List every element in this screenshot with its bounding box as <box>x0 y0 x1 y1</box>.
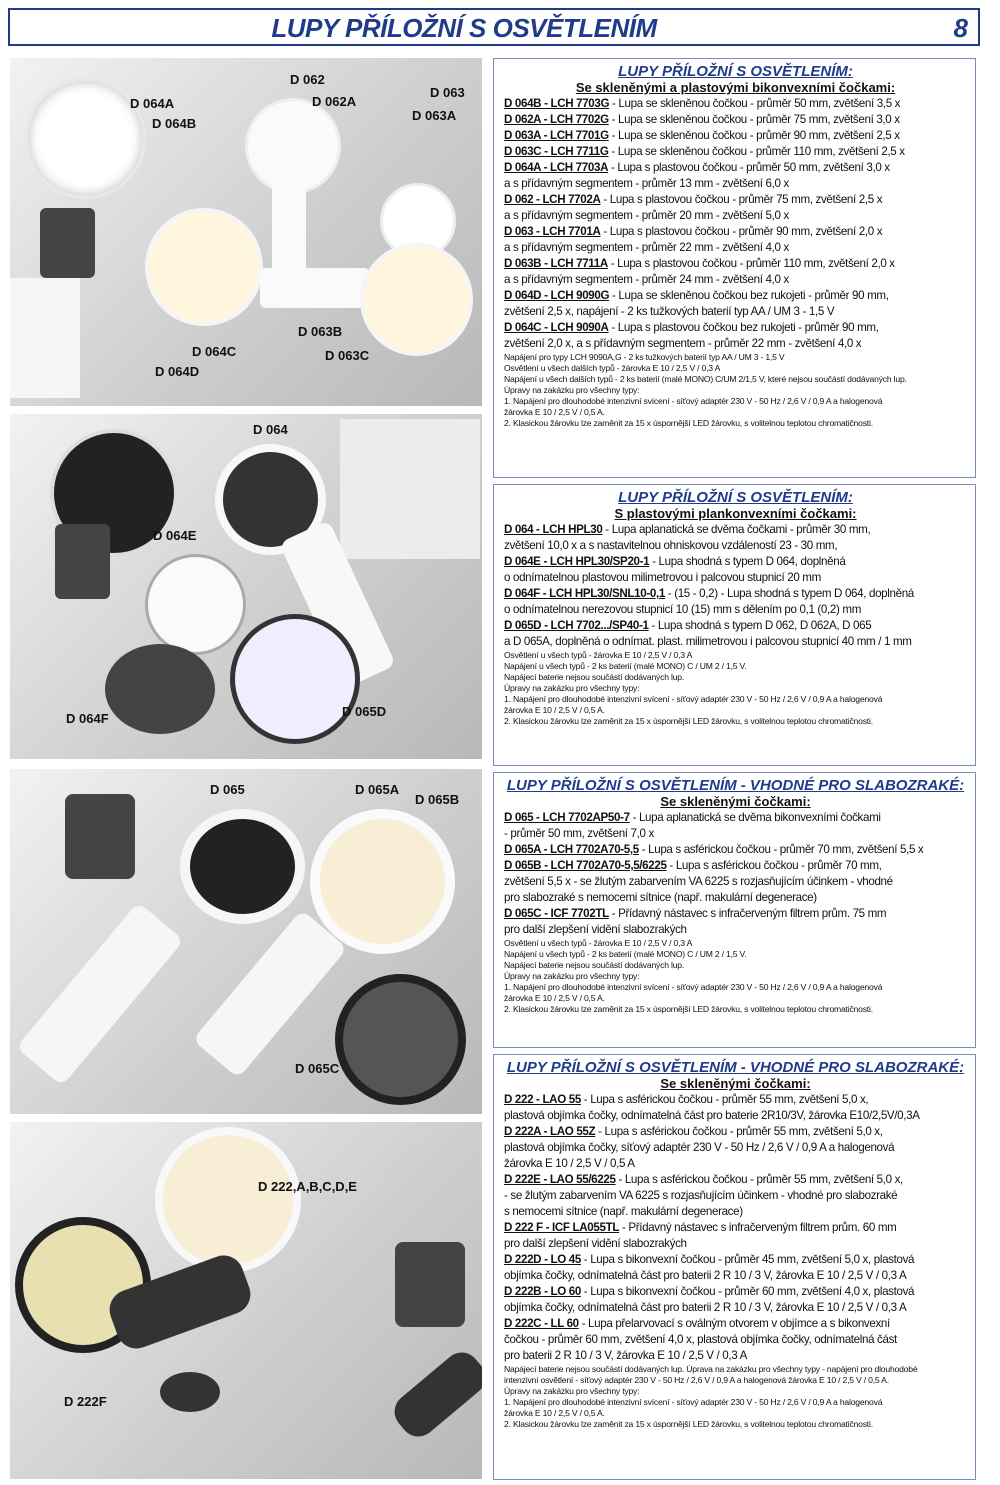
spec-line <box>504 890 967 906</box>
spec-note: Napájecí baterie nejsou součástí dodávaných lup. <box>504 672 685 682</box>
spec-panel-content <box>504 489 967 727</box>
spec-note: intenzivní osvětlení - síťový adaptér 230 V - 50 Hz / 2,6 V / 0,9 A a halogenová žárovka E 10 / 2,5 V / 0,5 A. <box>504 1375 889 1385</box>
spec-text: - se žlutým zabarvením VA 6225 s rozjasňujícím účinkem - vhodné pro slabozraké <box>504 1189 898 1202</box>
spec-line <box>504 192 967 208</box>
spec-line <box>504 1204 967 1220</box>
spec-note: Osvětlení u všech typů - žárovka E 10 / 2,5 V / 0,3 A <box>504 650 693 660</box>
spec-text: - (15 - 0,2) - Lupa shodná s typem D 064, doplněná <box>664 587 914 600</box>
spec-line <box>504 618 967 634</box>
spec-note: 2. Klasickou žárovku lze zaměnit za 15 x úspornější LED žárovku, s volitelnou teplotou chromatičnosti. <box>504 1419 873 1429</box>
spec-text: - Lupa s asférickou čočkou - průměr 55 mm, zvětšení 5,0 x, <box>595 1125 883 1138</box>
magnifier-lens <box>25 78 146 199</box>
spec-note: žárovka E 10 / 2,5 V / 0,5 A. <box>504 1408 605 1418</box>
spec-line <box>504 1172 967 1188</box>
magnifier-handle <box>260 268 370 308</box>
spec-text: - Lupa s plastovou čočkou bez rukojeti - průměr 90 mm, <box>608 321 879 334</box>
product-label: D 065A <box>355 782 400 797</box>
section-subtitle: S plastovými plankonvexními čočkami: <box>614 506 857 521</box>
spec-note: 1. Napájení pro dlouhodobé intenzivní svícení - síťový adaptér 230 V - 50 Hz / 2,6 V / 0,9 A a halogenová <box>504 1397 883 1407</box>
spec-line <box>504 160 967 176</box>
page-header <box>8 8 980 46</box>
product-code: D 063B - LCH 7711A <box>504 257 608 270</box>
product-code: D 064D - LCH 9090G <box>504 289 610 302</box>
spec-note: Napájení u všech dalších typů - 2 ks baterií (malé MONO) C/UM 2/1,5 V, které nejsou součástí dodávaných lup. <box>504 374 907 384</box>
spec-line <box>504 1220 967 1236</box>
spec-text: - Přídavný nástavec s infračerveným filtrem prům. 75 mm <box>608 907 887 920</box>
spec-note: Úpravy na zakázku pro všechny typy: <box>504 385 640 395</box>
spec-line <box>504 288 967 304</box>
spec-line <box>504 1300 967 1316</box>
spec-text: a s přídavným segmentem - průměr 13 mm - zvětšení 6,0 x <box>504 177 789 190</box>
spec-text: pro další zlepšení vidění slabozrakých <box>504 923 687 936</box>
spec-line <box>504 1268 967 1284</box>
spec-text: - Lupa s asférickou čočkou - průměr 55 mm, zvětšení 5,0 x, <box>580 1093 869 1106</box>
spec-line <box>504 1284 967 1300</box>
magnifier-lens <box>180 809 305 924</box>
section-title: LUPY PŘÍLOŽNÍ S OSVĚTLENÍM - VHODNÉ PRO SLABOZRAKÉ: <box>506 1059 965 1076</box>
spec-text: - Lupa přelarvovací s oválným otvorem v objímce a s bikonvexní <box>578 1317 890 1330</box>
spec-note: 1. Napájení pro dlouhodobé intenzivní svícení - síťový adaptér 230 V - 50 Hz / 2,6 V / 0,9 A a halogenová <box>504 396 883 406</box>
spec-text: - Lupa shodná s typem D 064, doplněná <box>649 555 846 568</box>
product-label: D 064B <box>152 116 197 131</box>
spec-text: - Lupa s asférickou čočkou - průměr 55 mm, zvětšení 5,0 x, <box>615 1173 903 1186</box>
product-code: D 222E - LAO 55/6225 <box>504 1173 616 1186</box>
spec-text: pro slabozraké s nemocemi sítnice (např. makulární degenerace) <box>504 891 817 904</box>
spec-panel-content <box>504 777 967 1015</box>
product-code: D 065 - LCH 7702AP50-7 <box>504 811 630 824</box>
spec-note: 2. Klasickou žárovku lze zaměnit za 15 x úspornější LED žárovku, s volitelnou teplotou chromatičnosti. <box>504 418 873 428</box>
section-title: LUPY PŘÍLOŽNÍ S OSVĚTLENÍM: <box>618 489 853 506</box>
spec-panel-3 <box>493 772 976 1048</box>
spec-line <box>504 602 967 618</box>
section-subtitle: Se skleněnými čočkami: <box>660 794 811 809</box>
spec-panel-1 <box>493 58 976 478</box>
product-code: D 065D - LCH 7702.../SP40-1 <box>504 619 649 632</box>
spec-line <box>504 1348 967 1364</box>
product-label: D 063A <box>412 108 457 123</box>
spec-line <box>504 1252 967 1268</box>
magnifier-lens <box>310 809 455 954</box>
spec-panel-4 <box>493 1054 976 1480</box>
spec-text: - Lupa s plastovou čočkou - průměr 75 mm, zvětšení 2,5 x <box>600 193 883 206</box>
spec-text: a s přídavným segmentem - průměr 24 mm - zvětšení 4,0 x <box>504 273 789 286</box>
spec-text: žárovka E 10 / 2,5 V / 0,5 A <box>504 1157 635 1170</box>
spec-text: - Lupa se skleněnou čočkou - průměr 75 mm, zvětšení 3,0 x <box>608 113 900 126</box>
spec-text: zvětšení 5,5 x - se žlutým zabarvením VA 6225 s rozjasňujícím účinkem - vhodné <box>504 875 893 888</box>
spec-line <box>504 1140 967 1156</box>
spec-note: žárovka E 10 / 2,5 V / 0,5 A. <box>504 407 605 417</box>
spec-note: žárovka E 10 / 2,5 V / 0,5 A. <box>504 705 605 715</box>
spec-line <box>504 906 967 922</box>
product-label: D 062A <box>312 94 357 109</box>
spec-text: pro další zlepšení vidění slabozrakých <box>504 1237 687 1250</box>
product-label: D 064D <box>155 364 200 379</box>
scale-disc <box>145 554 246 655</box>
page-number: 8 <box>953 13 968 43</box>
spec-line <box>504 1188 967 1204</box>
spec-line <box>504 842 967 858</box>
spec-text: a s přídavným segmentem - průměr 20 mm - zvětšení 5,0 x <box>504 209 789 222</box>
product-label: D 064E <box>153 528 197 543</box>
spec-line <box>504 240 967 256</box>
section-subtitle: Se skleněnými a plastovými bikonvexními čočkami: <box>575 80 896 95</box>
spec-text: - Lupa s plastovou čočkou - průměr 110 mm, zvětšení 2,0 x <box>607 257 895 270</box>
spec-note: Napájení u všech typů - 2 ks baterií (malé MONO) C / UM 2 / 1,5 V. <box>504 661 747 671</box>
spec-line <box>504 874 967 890</box>
product-label: D 064F <box>66 711 109 726</box>
spec-note: Úpravy na zakázku pro všechny typy: <box>504 683 640 693</box>
power-adapter <box>395 1242 465 1327</box>
spec-note: Napájecí baterie nejsou součástí dodávaných lup. Úprava na zakázku pro všechny typy - napájení pro dlouhodobé <box>504 1364 918 1374</box>
spec-line <box>504 570 967 586</box>
spec-note: Napájení u všech typů - 2 ks baterií (malé MONO) C / UM 2 / 1,5 V. <box>504 949 747 959</box>
product-code: D 065B - LCH 7702A70-5,5/6225 <box>504 859 667 872</box>
spec-text: a D 065A, doplněná o odnímat. plast. milimetrovou i palcovou stupnicí 40 mm / 1 mm <box>504 635 912 648</box>
product-label: D 063C <box>325 348 370 363</box>
spec-line <box>504 634 967 650</box>
product-photo-4 <box>10 1122 482 1479</box>
magnifier-handle <box>387 1345 482 1444</box>
spec-line <box>504 810 967 826</box>
product-code: D 065C - ICF 7702TL <box>504 907 609 920</box>
product-label: D 062 <box>290 72 325 87</box>
spec-line <box>504 522 967 538</box>
product-label: D 065 <box>210 782 245 797</box>
product-code: D 222C - LL 60 <box>504 1317 579 1330</box>
measuring-scale-disc <box>230 614 360 744</box>
product-code: D 064E - LCH HPL30/SP20-1 <box>504 555 650 568</box>
spec-text: čočkou - průměr 60 mm, zvětšení 4,0 x, plastová objímka čočky, odnímatelná část <box>504 1333 897 1346</box>
spec-line <box>504 176 967 192</box>
spec-line <box>504 224 967 240</box>
spec-line <box>504 1236 967 1252</box>
spec-line <box>504 96 967 112</box>
product-label: D 222F <box>64 1394 107 1409</box>
product-code: D 064B - LCH 7703G <box>504 97 610 110</box>
spec-text: s nemocemi sítnice (např. makulární degenerace) <box>504 1205 743 1218</box>
spec-note: Úpravy na zakázku pro všechny typy: <box>504 971 640 981</box>
spec-text: - průměr 50 mm, zvětšení 7,0 x <box>504 827 654 840</box>
spec-note: Osvětlení u všech dalších typů - žárovka E 10 / 2,5 V / 0,3 A <box>504 363 721 373</box>
product-label: D 065D <box>342 704 387 719</box>
spec-line <box>504 1108 967 1124</box>
spec-text: - Lupa s bikonvexní čočkou - průměr 60 mm, zvětšení 4,0 x, plastová <box>580 1285 915 1298</box>
spec-note: Osvětlení u všech typů - žárovka E 10 / 2,5 V / 0,3 A <box>504 938 693 948</box>
page-title: LUPY PŘÍLOŽNÍ S OSVĚTLENÍM <box>271 13 657 43</box>
spec-text: zvětšení 2,0 x, a s přídavným segmentem - průměr 22 mm - zvětšení 4,0 x <box>504 337 862 350</box>
product-code: D 222A - LAO 55Z <box>504 1125 596 1138</box>
product-code: D 063A - LCH 7701G <box>504 129 609 142</box>
spec-line <box>504 538 967 554</box>
spec-line <box>504 128 967 144</box>
product-label: D 065C <box>295 1061 340 1076</box>
product-code: D 063 - LCH 7701A <box>504 225 601 238</box>
power-adapter <box>65 794 135 879</box>
spec-text: - Lupa se skleněnou čočkou - průměr 90 mm, zvětšení 2,5 x <box>608 129 900 142</box>
product-code: D 222 F - ICF LA055TL <box>504 1221 620 1234</box>
product-code: D 064 - LCH HPL30 <box>504 523 603 536</box>
spec-text: zvětšení 10,0 x a s nastavitelnou ohniskovou vzdáleností 23 - 30 mm, <box>504 539 838 552</box>
magnifier-lens <box>145 208 263 326</box>
section-title: LUPY PŘÍLOŽNÍ S OSVĚTLENÍM - VHODNÉ PRO SLABOZRAKÉ: <box>506 777 965 794</box>
spec-text: - Lupa se skleněnou čočkou - průměr 50 mm, zvětšení 3,5 x <box>609 97 901 110</box>
spec-line <box>504 144 967 160</box>
spec-text: objímka čočky, odnímatelná část pro baterii 2 R 10 / 3 V, žárovka E 10 / 2,5 V / 0,3 A <box>504 1269 907 1282</box>
product-code: D 062 - LCH 7702A <box>504 193 601 206</box>
spec-panel-content <box>504 1059 967 1430</box>
power-adapter <box>55 524 110 599</box>
spec-note: 2. Klasickou žárovku lze zaměnit za 15 x úspornější LED žárovku, s volitelnou teplotou chromatičnosti. <box>504 1004 873 1014</box>
filter-attachment <box>160 1372 220 1412</box>
spec-line <box>504 1316 967 1332</box>
product-photo-2 <box>10 414 482 759</box>
spec-line <box>504 1124 967 1140</box>
spec-text: objímka čočky, odnímatelná část pro baterii 2 R 10 / 3 V, žárovka E 10 / 2,5 V / 0,3 A <box>504 1301 907 1314</box>
spec-text: o odnímatelnou plastovou milimetrovou i palcovou stupnicí 20 mm <box>504 571 821 584</box>
spec-text: - Lupa s plastovou čočkou - průměr 90 mm, zvětšení 2,0 x <box>600 225 883 238</box>
spec-line <box>504 112 967 128</box>
spec-text: - Lupa se skleněnou čočkou - průměr 110 mm, zvětšení 2,5 x <box>608 145 905 158</box>
spec-text: - Lupa s plastovou čočkou - průměr 50 mm, zvětšení 3,0 x <box>608 161 890 174</box>
product-code: D 065A - LCH 7702A70-5,5 <box>504 843 639 856</box>
spec-line <box>504 826 967 842</box>
section-title: LUPY PŘÍLOŽNÍ S OSVĚTLENÍM: <box>618 63 853 80</box>
spec-panel-2 <box>493 484 976 766</box>
product-code: D 064C - LCH 9090A <box>504 321 609 334</box>
spec-text: plastová objímka čočky, síťový adaptér 230 V - 50 Hz / 2,6 V / 0,9 A a halogenová <box>504 1141 895 1154</box>
product-label: D 063B <box>298 324 343 339</box>
spec-text: - Lupa s bikonvexní čočkou - průměr 45 mm, zvětšení 5,0 x, plastová <box>580 1253 915 1266</box>
product-label: D 063 <box>430 85 465 100</box>
product-code: D 064F - LCH HPL30/SNL10-0,1 <box>504 587 665 600</box>
spec-text: - Přídavný nástavec s infračerveným filtrem prům. 60 mm <box>619 1221 897 1234</box>
product-label: D 064C <box>192 344 237 359</box>
section-subtitle: Se skleněnými čočkami: <box>660 1076 811 1091</box>
spec-note: 2. Klasickou žárovku lze zaměnit za 15 x úspornější LED žárovku, s volitelnou teplotou chromatičnosti. <box>504 716 873 726</box>
product-code: D 064A - LCH 7703A <box>504 161 609 174</box>
spec-note: 1. Napájení pro dlouhodobé intenzivní svícení - síťový adaptér 230 V - 50 Hz / 2,6 V / 0,9 A a halogenová <box>504 694 883 704</box>
product-code: D 222 - LAO 55 <box>504 1093 581 1106</box>
spec-text: zvětšení 2,5 x, napájení - 2 ks tužkových baterií typ AA / UM 3 - 1,5 V <box>504 305 835 318</box>
spec-panel-content <box>504 63 967 429</box>
spec-line <box>504 208 967 224</box>
product-code: D 063C - LCH 7711G <box>504 145 609 158</box>
spec-line <box>504 858 967 874</box>
spec-text: - Lupa aplanatická se dvěma bikonvexními čočkami <box>629 811 881 824</box>
product-code: D 222B - LO 60 <box>504 1285 581 1298</box>
product-code: D 222D - LO 45 <box>504 1253 581 1266</box>
magnifier-lens <box>155 1127 301 1273</box>
spec-note: žárovka E 10 / 2,5 V / 0,5 A. <box>504 993 605 1003</box>
spec-note: Napájení pro typy LCH 9090A,G - 2 ks tužkových baterií typ AA / UM 3 - 1,5 V <box>504 352 785 362</box>
spec-line <box>504 256 967 272</box>
spec-line <box>504 336 967 352</box>
spec-text: - Lupa aplanatická se dvěma čočkami - průměr 30 mm, <box>602 523 871 536</box>
power-adapter <box>40 208 95 278</box>
spec-text: o odnímatelnou nerezovou stupnicí 10 (15) mm s dělením po 0,1 (0,2) mm <box>504 603 861 616</box>
lens-ring <box>105 644 215 734</box>
product-photo-1 <box>10 58 482 406</box>
spec-line <box>504 1156 967 1172</box>
spec-line <box>504 586 967 602</box>
product-label: D 065B <box>415 792 460 807</box>
spec-text: plastová objímka čočky, odnímatelná část pro baterie 2R10/3V, žárovka E10/2,5V/0,3A <box>504 1109 920 1122</box>
spec-note: 1. Napájení pro dlouhodobé intenzivní svícení - síťový adaptér 230 V - 50 Hz / 2,6 V / 0,9 A a halogenová <box>504 982 883 992</box>
spec-note: Úpravy na zakázku pro všechny typy: <box>504 1386 640 1396</box>
scale-plate <box>340 419 480 559</box>
spec-line <box>504 922 967 938</box>
spec-text: - Lupa s asférickou čočkou - průměr 70 mm, zvětšení 5,5 x <box>638 843 924 856</box>
magnifier-handle <box>10 278 80 398</box>
spec-note: Napájecí baterie nejsou součástí dodávaných lup. <box>504 960 685 970</box>
magnifier-handle <box>16 902 184 1086</box>
product-label: D 064A <box>130 96 175 111</box>
spec-line <box>504 272 967 288</box>
spec-line <box>504 1332 967 1348</box>
product-label: D 222,A,B,C,D,E <box>258 1179 357 1194</box>
product-label: D 064 <box>253 422 288 437</box>
spec-text: - Lupa shodná s typem D 062, D 062A, D 065 <box>648 619 872 632</box>
spec-line <box>504 304 967 320</box>
spec-line <box>504 320 967 336</box>
spec-line <box>504 1092 967 1108</box>
spec-text: - Lupa se skleněnou čočkou bez rukojeti - průměr 90 mm, <box>609 289 889 302</box>
magnifier-lens <box>360 243 473 356</box>
product-photo-3 <box>10 769 482 1114</box>
spec-text: a s přídavným segmentem - průměr 22 mm - zvětšení 4,0 x <box>504 241 789 254</box>
spec-text: pro baterii 2 R 10 / 3 V, žárovka E 10 / 2,5 V / 0,3 A <box>504 1349 747 1362</box>
magnifier-handle <box>192 910 347 1079</box>
filter-attachment <box>335 974 466 1105</box>
product-code: D 062A - LCH 7702G <box>504 113 609 126</box>
spec-line <box>504 554 967 570</box>
spec-text: - Lupa s asférickou čočkou - průměr 70 mm, <box>666 859 882 872</box>
